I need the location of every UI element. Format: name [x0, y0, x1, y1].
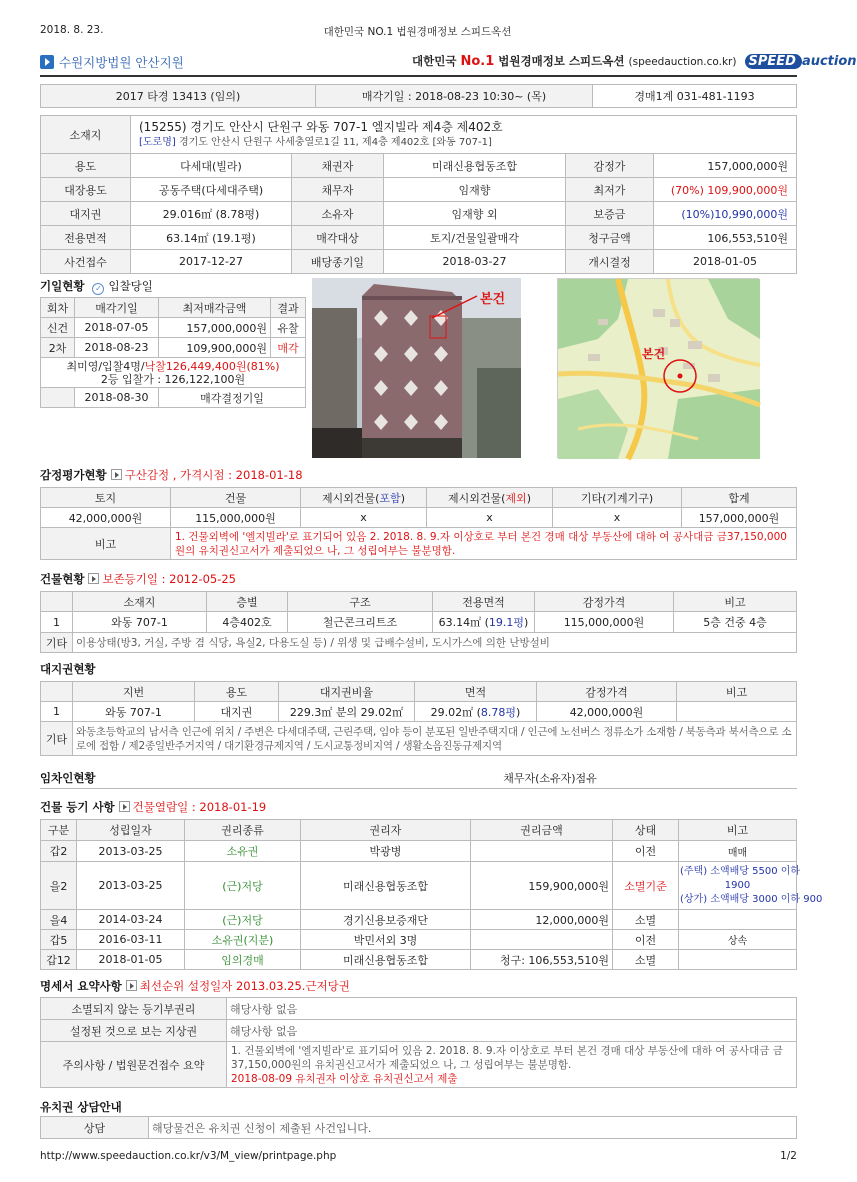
appraisal-header: 건물	[171, 488, 301, 508]
arrow-icon	[40, 55, 54, 69]
building-row	[41, 612, 797, 633]
lien-title-text: 유치권 상담안내	[40, 1100, 122, 1114]
etc-label: 기타	[41, 722, 73, 756]
road-tag: [도로명]	[139, 136, 176, 148]
location: 와동 707-1	[73, 612, 207, 633]
min-price: 109,900,000원	[159, 338, 271, 358]
statement-label: 설정된 것으로 보는 지상권	[41, 1020, 227, 1042]
court-heading	[40, 53, 184, 71]
divider	[40, 788, 797, 789]
label-use: 용도	[41, 154, 131, 178]
sale-date: 2018-08-23	[75, 338, 159, 358]
holder: 미래신용협동조합	[301, 950, 471, 970]
appraisal-header-text: )	[526, 491, 531, 505]
total-value: 157,000,000원	[682, 508, 797, 528]
status: 소멸기준	[613, 862, 679, 910]
appraisal-header-text: )	[400, 491, 405, 505]
area-text: 29.02㎡ (	[430, 705, 481, 719]
appraisal-row	[41, 508, 797, 528]
floor: 4층402호	[207, 612, 288, 633]
label-start-decision: 개시결정	[566, 250, 654, 274]
reg-note	[679, 950, 797, 970]
area-text: )	[516, 705, 521, 719]
label-debtor: 채무자	[292, 178, 384, 202]
address: (15255) 경기도 안산시 단원구 와동 707-1 엘지빌라 제4층 제402호	[139, 119, 503, 134]
holder: 박광병	[301, 841, 471, 862]
statement-row	[41, 1020, 797, 1042]
label-deposit: 보증금	[566, 202, 654, 226]
registry-row	[41, 862, 797, 910]
land-table	[40, 681, 797, 756]
photo-label: 본건	[480, 292, 506, 307]
registry-title	[40, 799, 266, 815]
lien-title	[40, 1099, 122, 1115]
row-no: 1	[41, 702, 73, 722]
reg-note	[679, 862, 823, 910]
value-deposit: (10%)10,990,000원	[654, 202, 797, 226]
history-row	[41, 338, 306, 358]
round: 신건	[41, 318, 75, 338]
logo-url: (speedauction.co.kr)	[628, 56, 737, 68]
note-line: 1900	[724, 879, 751, 891]
area-text: 63.14㎡ (	[438, 616, 489, 629]
building-table	[40, 591, 797, 653]
arrow-right-icon	[111, 469, 122, 480]
value-appraisal: 157,000,000원	[654, 154, 797, 178]
land-header: 감정가격	[537, 682, 677, 702]
appraisal-price: 115,000,000원	[535, 612, 674, 633]
etc-label: 기타	[41, 633, 73, 653]
amount: 12,000,000원	[471, 910, 613, 930]
building-header: 비고	[674, 592, 797, 612]
amount: 청구: 106,553,510원	[471, 950, 613, 970]
land-header: 용도	[195, 682, 279, 702]
registry-header: 비고	[679, 820, 797, 841]
sale-date: 2018-07-05	[75, 318, 159, 338]
building-value: 115,000,000원	[171, 508, 301, 528]
history-title-text: 기일현황	[40, 279, 85, 293]
value-land-right: 29.016㎡ (8.78평)	[131, 202, 292, 226]
statement-label: 소멸되지 않는 등기부권리	[41, 998, 227, 1020]
min-price: 157,000,000원	[159, 318, 271, 338]
statement-label: 주의사항 / 법원문건접수 요약	[41, 1042, 227, 1088]
label-claim: 청구금액	[566, 226, 654, 250]
appraisal-price: 42,000,000원	[537, 702, 677, 722]
property-row	[41, 178, 797, 202]
value-start-decision: 2018-01-05	[654, 250, 797, 274]
label-owner: 소유자	[292, 202, 384, 226]
history-header: 최저매각금액	[159, 298, 271, 318]
use: 대지권	[195, 702, 279, 722]
right-kind: 임의경매	[185, 950, 301, 970]
tenant-value: 채무자(소유자)점유	[503, 772, 597, 785]
property-row	[41, 250, 797, 274]
extra-included: x	[301, 508, 427, 528]
second-bid: 2등 입찰가 : 126,122,100원	[100, 372, 246, 386]
case-table	[40, 84, 797, 108]
status: 소멸	[613, 950, 679, 970]
map-label: 본건	[642, 347, 666, 361]
arrow-right-icon	[126, 980, 137, 991]
label-area: 전용면적	[41, 226, 131, 250]
building-etc: 이용상태(방3, 거실, 주방 겸 식당, 욕실2, 다용도실 등) / 위생 및 급배수설비, 도시가스에 의한 난방설비	[73, 633, 797, 653]
appraisal-header: 기타(기계기구)	[553, 488, 682, 508]
amount: 159,900,000원	[471, 862, 613, 910]
dept: 경매1계 031-481-1193	[593, 85, 797, 108]
building-title-text: 건물현황	[40, 572, 85, 586]
property-row	[41, 154, 797, 178]
registry-sub: 건물열람일 : 2018-01-19	[132, 800, 267, 814]
logo-speed: SPEED	[745, 54, 802, 69]
logo-no1: No.1	[460, 54, 495, 69]
footer-url[interactable]: http://www.speedauction.co.kr/v3/M_view/printpage.php	[40, 1150, 337, 1162]
appraisal-header: 합계	[682, 488, 797, 508]
property-table	[40, 115, 797, 274]
sale-date: 매각기일 : 2018-08-23 10:30~ (목)	[316, 85, 593, 108]
lien-text: 해당물건은 유치권 신청이 제출된 사건입니다.	[149, 1117, 797, 1139]
property-row	[41, 226, 797, 250]
holder: 박민서외 3명	[301, 930, 471, 950]
amount	[471, 930, 613, 950]
note-line: (상가) 소액배당 3000 이하 900	[680, 893, 823, 905]
road-address: 경기도 안산시 단원구 사세충열로1길 11, 제4층 제402호 [와동 707-1]	[178, 136, 492, 148]
reg-type: 갑12	[41, 950, 77, 970]
statement-table	[40, 997, 797, 1088]
right-kind: (근)저당	[185, 910, 301, 930]
history-row	[41, 318, 306, 338]
decision-label: 매각결정기일	[159, 388, 306, 408]
statement-row	[41, 998, 797, 1020]
registry-header: 권리종류	[185, 820, 301, 841]
registry-row	[41, 841, 797, 862]
arrow-right-icon	[88, 573, 99, 584]
holder: 미래신용협동조합	[301, 862, 471, 910]
winning-bid: 낙찰126,449,400원(81%)	[144, 359, 280, 373]
label-register-use: 대장용도	[41, 178, 131, 202]
logo-brand: 스피드옥션	[568, 54, 625, 68]
area-pyeong: 8.78평	[480, 705, 517, 719]
building-header: 구조	[288, 592, 433, 612]
status: 이전	[613, 841, 679, 862]
logo-mid: 법원경매정보	[498, 54, 565, 68]
statement-note: 1. 건물외벽에 '엘지빌라'로 표기되어 있음 2. 2018. 8. 9.자 이상호로 부터 본건 경매 대상 부동산에 대하 여 공사대금 금37,150,000원의 유치권신고서가 제출되었으 나, 그 성립여부는 불분명함.	[231, 1044, 783, 1071]
reg-note: 매매	[679, 841, 797, 862]
statement-value: 해당사항 없음	[227, 998, 797, 1020]
reg-note	[679, 910, 797, 930]
appraisal-header-text: 제외	[505, 491, 527, 505]
right-kind: (근)저당	[185, 862, 301, 910]
registry-row	[41, 930, 797, 950]
statement-title	[40, 978, 350, 994]
value-area: 63.14㎡ (19.1평)	[131, 226, 292, 250]
registry-row	[41, 910, 797, 930]
value-claim: 106,553,510원	[654, 226, 797, 250]
lien-table	[40, 1116, 797, 1139]
reg-type: 갑2	[41, 841, 77, 862]
statement-title-text: 명세서 요약사항	[40, 979, 122, 993]
arrow-right-icon	[119, 801, 130, 812]
holder: 경기신용보증재단	[301, 910, 471, 930]
reg-note: 상속	[679, 930, 797, 950]
status: 이전	[613, 930, 679, 950]
appraisal-header-text: 제시외건물(	[448, 491, 506, 505]
structure: 철근콘크리트조	[288, 612, 433, 633]
building-header: 소재지	[73, 592, 207, 612]
appraisal-title-text: 감정평가현황	[40, 468, 107, 482]
status: 소멸	[613, 910, 679, 930]
tenant-title-text: 임차인현황	[40, 771, 96, 785]
label-creditor: 채권자	[292, 154, 384, 178]
appraisal-header	[301, 488, 427, 508]
land-etc: 와동초등학교의 남서측 인근에 위치 / 주변은 다세대주택, 근린주택, 임야 등이 분포된 일반주택지대 / 인근에 노선버스 정류소가 소재함 / 북동측과 북서측으로 소로에 접함 / 제2종일반주거지역 / 대기환경규제지역 / 도시교통정비지역 / 생활소음진동규제지역	[73, 722, 797, 756]
right-kind: 소유권(지분)	[185, 930, 301, 950]
value-register-use: 공동주택(다세대주택)	[131, 178, 292, 202]
reg-date: 2016-03-11	[77, 930, 185, 950]
land-header: 대지권비율	[279, 682, 415, 702]
label-min-price: 최저가	[566, 178, 654, 202]
row-no: 1	[41, 612, 73, 633]
area-pyeong: 19.1평	[488, 616, 525, 629]
location-label: 소재지	[41, 116, 131, 154]
reg-date: 2018-01-05	[77, 950, 185, 970]
round: 2차	[41, 338, 75, 358]
registry-table	[40, 819, 823, 970]
appraisal-header-text: 포함	[379, 491, 401, 505]
appraisal-note: 1. 건물외벽에 '엘지빌라'로 표기되어 있음 2. 2018. 8. 9.자 이상호로 부터 본건 경매 대상 부동산에 대하 여 공사대금 금37,150,000원의 유치권신고서가 제출되었으 나, 그 성립여부는 불분명함.	[171, 528, 797, 560]
machinery-value: x	[553, 508, 682, 528]
building-title	[40, 571, 236, 587]
registry-header: 성립일자	[77, 820, 185, 841]
label-land-right: 대지권	[41, 202, 131, 226]
appraisal-sub: 구산감정 , 가격시점 : 2018-01-18	[124, 468, 303, 482]
land-title-text: 대지권현황	[40, 662, 96, 676]
value-owner: 임재향 외	[384, 202, 566, 226]
page-number: 1/2	[780, 1150, 797, 1162]
value-dividend-deadline: 2018-03-27	[384, 250, 566, 274]
registry-header: 권리금액	[471, 820, 613, 841]
area	[433, 612, 535, 633]
building-header: 감정가격	[535, 592, 674, 612]
lien-label: 상담	[41, 1117, 149, 1139]
result: 유찰	[271, 318, 306, 338]
check-icon: ✓	[92, 283, 104, 295]
reg-date: 2013-03-25	[77, 841, 185, 862]
appraisal-header	[427, 488, 553, 508]
appraisal-title	[40, 467, 303, 483]
building-sub: 보존등기일 : 2012-05-25	[102, 572, 236, 586]
statement-sub: 최선순위 설정일자 2013.03.25.근저당권	[139, 979, 350, 993]
appraisal-header-text: 제시외건물(	[322, 491, 380, 505]
history-header: 결과	[271, 298, 306, 318]
label-appraisal: 감정가	[566, 154, 654, 178]
land-header: 면적	[415, 682, 537, 702]
value-debtor: 임재향	[384, 178, 566, 202]
note-label: 비고	[41, 528, 171, 560]
land-title	[40, 661, 96, 677]
statement-value: 해당사항 없음	[227, 1020, 797, 1042]
location-map[interactable]	[557, 278, 759, 458]
land-value: 42,000,000원	[41, 508, 171, 528]
tenant-title	[40, 770, 96, 786]
right-kind: 소유권	[185, 841, 301, 862]
divider	[40, 75, 797, 77]
logo	[412, 53, 857, 69]
logo-auction: auction	[801, 54, 857, 69]
building-header: 전용면적	[433, 592, 535, 612]
history-header: 회차	[41, 298, 75, 318]
reg-date: 2013-03-25	[77, 862, 185, 910]
label-dividend-deadline: 배당종기일	[292, 250, 384, 274]
logo-pre: 대한민국	[412, 54, 457, 68]
property-row	[41, 202, 797, 226]
value-use: 다세대(빌라)	[131, 154, 292, 178]
value-min-price: (70%) 109,900,000원	[654, 178, 797, 202]
history-title	[40, 278, 153, 295]
winner-info: 최미영/입찰4명/	[66, 359, 145, 373]
court-name: 수원지방법원 안산지원	[59, 55, 184, 70]
appraisal-header: 토지	[41, 488, 171, 508]
building-photo[interactable]	[312, 278, 521, 458]
registry-row	[41, 950, 797, 970]
registry-header: 구분	[41, 820, 77, 841]
building-header: 층별	[207, 592, 288, 612]
reg-date: 2014-03-24	[77, 910, 185, 930]
registry-header: 권리자	[301, 820, 471, 841]
appraisal-table	[40, 487, 797, 560]
area-text: )	[524, 616, 529, 629]
case-number: 2017 타경 13413 (임의)	[41, 85, 316, 108]
label-sale-target: 매각대상	[292, 226, 384, 250]
statement-note-red: 2018-08-09 유치권자 이상호 유치권신고서 제출	[231, 1072, 458, 1085]
registry-header: 상태	[613, 820, 679, 841]
lot-no: 와동 707-1	[73, 702, 195, 722]
ratio: 229.3㎡ 분의 29.02㎡	[279, 702, 415, 722]
land-header: 지번	[73, 682, 195, 702]
attend-link[interactable]: 입찰당일	[108, 279, 153, 293]
extra-excluded: x	[427, 508, 553, 528]
print-date: 2018. 8. 23.	[40, 24, 104, 36]
land-header: 비고	[677, 682, 797, 702]
result: 매각	[271, 338, 306, 358]
amount	[471, 841, 613, 862]
value-received: 2017-12-27	[131, 250, 292, 274]
decision-date: 2018-08-30	[75, 388, 159, 408]
reg-type: 을2	[41, 862, 77, 910]
value-sale-target: 토지/건물일괄매각	[384, 226, 566, 250]
reg-type: 갑5	[41, 930, 77, 950]
registry-title-text: 건물 등기 사항	[40, 800, 115, 814]
value-creditor: 미래신용협동조합	[384, 154, 566, 178]
history-table	[40, 297, 306, 408]
note-line: (주택) 소액배당 5500 이하	[680, 865, 801, 877]
print-title: 대한민국 NO.1 법원경매정보 스피드옥션	[323, 26, 512, 38]
reg-type: 을4	[41, 910, 77, 930]
land-row	[41, 702, 797, 722]
area	[415, 702, 537, 722]
note: 5층 건중 4층	[674, 612, 797, 633]
label-received: 사건접수	[41, 250, 131, 274]
history-header: 매각기일	[75, 298, 159, 318]
